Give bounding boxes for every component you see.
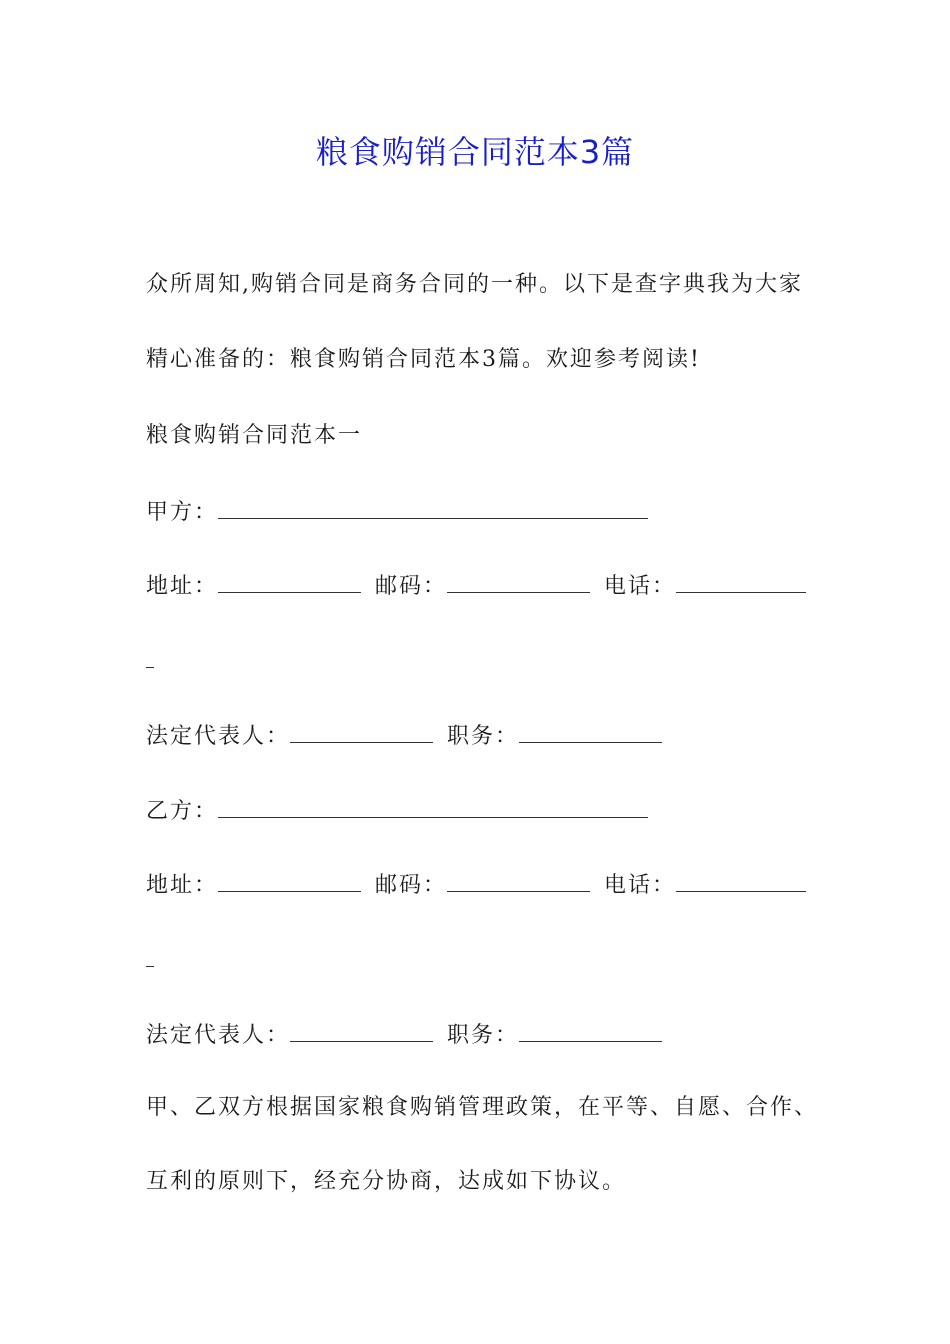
- party-a-legal-rep-label: 法定代表人：: [146, 724, 291, 749]
- party-b-postcode-blank: [447, 869, 590, 892]
- party-a-label: 甲方：: [146, 500, 219, 525]
- party-a-row: [146, 496, 662, 528]
- party-b-rep-row: [146, 1019, 676, 1051]
- agreement-paragraph-line-1: 甲、乙双方根据国家粮食购销管理政策，在平等、自愿、合作、: [146, 1095, 819, 1120]
- intro-paragraph-line-1: 众所周知,购销合同是商务合同的一种。以下是查字典我为大家: [146, 272, 803, 297]
- party-b-phone-overflow-dash: [146, 966, 154, 967]
- party-b-phone-blank: [676, 869, 806, 892]
- party-b-blank: [218, 795, 648, 818]
- party-a-contact-row: [146, 570, 806, 602]
- party-a-rep-row: [146, 720, 676, 752]
- party-b-postcode-label: 邮码：: [375, 873, 448, 898]
- party-a-phone-overflow-dash: [146, 667, 154, 668]
- party-b-position-label: 职务：: [447, 1023, 520, 1048]
- party-a-phone-label: 电话：: [604, 574, 677, 599]
- party-a-postcode-blank: [447, 570, 590, 593]
- party-a-phone-blank: [676, 570, 806, 593]
- agreement-paragraph-line-2: 互利的原则下，经充分协商，达成如下协议。: [146, 1169, 627, 1194]
- party-b-phone-label: 电话：: [604, 873, 677, 898]
- party-b-contact-row: [146, 869, 806, 901]
- party-b-address-label: 地址：: [146, 873, 219, 898]
- party-a-postcode-label: 邮码：: [375, 574, 448, 599]
- party-b-address-blank: [218, 869, 361, 892]
- party-a-legal-rep-blank: [290, 720, 433, 743]
- party-b-legal-rep-blank: [290, 1019, 433, 1042]
- intro-paragraph-line-2: 精心准备的：粮食购销合同范本3篇。欢迎参考阅读!: [146, 347, 701, 372]
- party-b-row: [146, 795, 662, 827]
- party-a-address-label: 地址：: [146, 574, 219, 599]
- party-a-address-blank: [218, 570, 361, 593]
- party-a-position-label: 职务：: [447, 724, 520, 749]
- party-a-position-blank: [519, 720, 662, 743]
- document-title: 粮食购销合同范本3篇: [315, 133, 635, 171]
- party-b-position-blank: [519, 1019, 662, 1042]
- party-b-label: 乙方：: [146, 799, 219, 824]
- party-b-legal-rep-label: 法定代表人：: [146, 1023, 291, 1048]
- party-a-blank: [218, 496, 648, 519]
- section-heading: 粮食购销合同范本一: [146, 423, 363, 448]
